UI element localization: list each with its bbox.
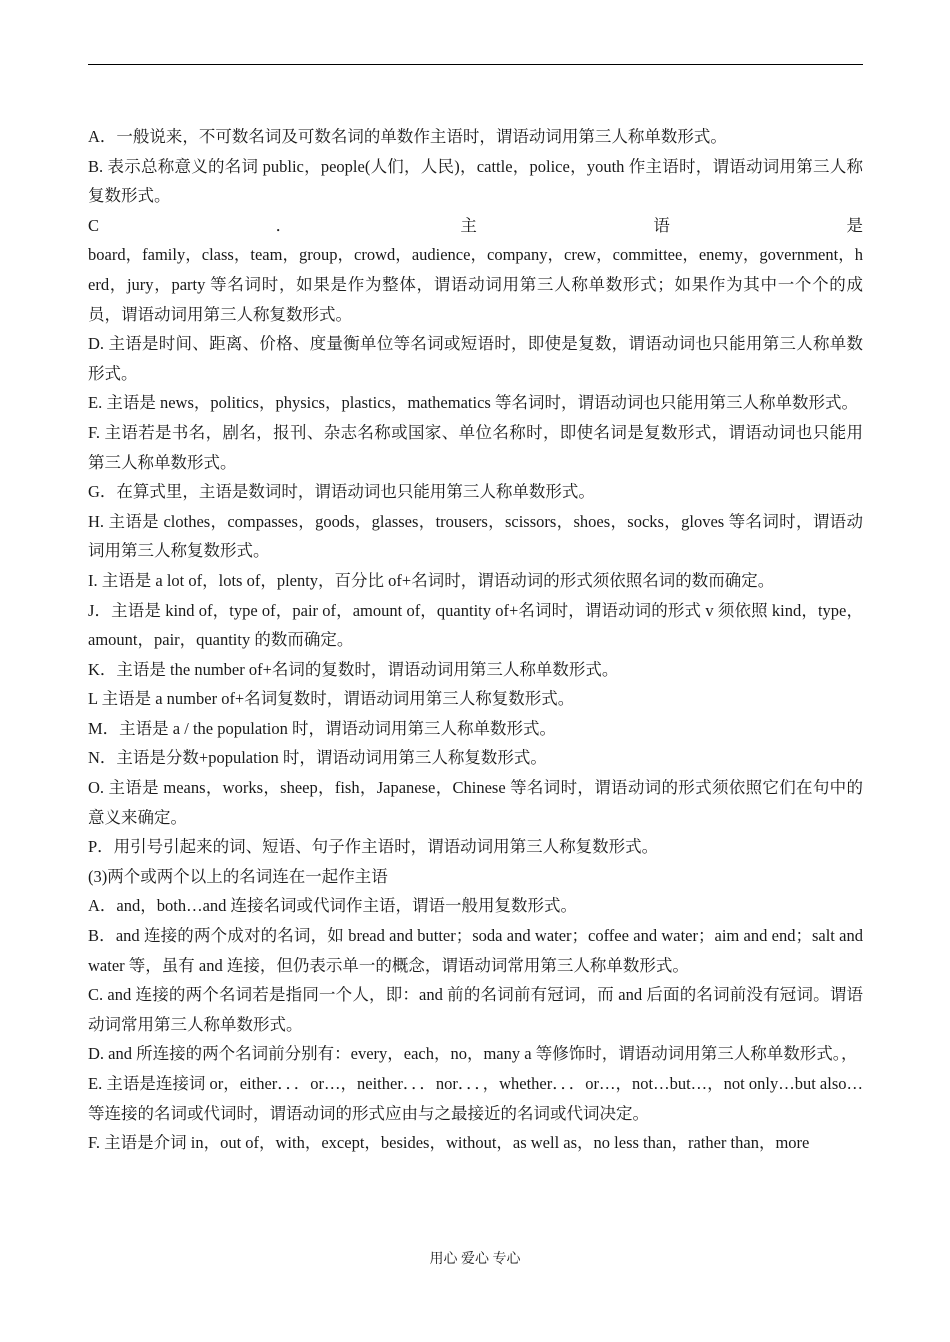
- paragraph-3e-or-either: E. 主语是连接词 or，either．．．or…，neither．．．nor．．．，whether．．．or…，not…but…，not only…but also…等连接的名词或代词时，谓语动词的形式应由与之最接近的名词或代词决定。: [88, 1074, 863, 1123]
- paragraph-c-body: board，family，class，team，group，crowd，audience，company，crew，committee，enemy，government，herd，jury，party 等名词时，如果是作为整体，谓语动词用第三人称单数形式；如果作为其中一个个的成员，谓语动词用第三人称复数形式。: [88, 245, 863, 324]
- paragraph-c-heading: C ． 主 语 是: [88, 215, 863, 235]
- paragraph-h-clothes: H. 主语是 clothes，compasses，goods，glasses，trousers，scissors，shoes，socks，gloves 等名词时，谓语动词用第三人称复数形式。: [88, 511, 863, 561]
- paragraph-3d-every-each: D. and 所连接的两个名词前分别有：every，each，no，many a 等修饰时，谓语动词用第三人称单数形式。，: [88, 1044, 858, 1064]
- paragraph-f-titles: F. 主语若是书名，剧名，报刊、杂志名称或国家、单位名称时，即使名词是复数形式，谓语动词也只能用第三人称单数形式。: [88, 422, 863, 472]
- paragraph-g-arithmetic: G．在算式里，主语是数词时，谓语动词也只能用第三人称单数形式。: [88, 482, 595, 502]
- header-rule: [88, 64, 863, 65]
- paragraph-j-kind-of: J．主语是 kind of，type of，pair of，amount of，quantity of+名词时，谓语动词的形式 v 须依照 kind，type，amount，pair，quantity 的数而确定。: [88, 600, 863, 650]
- section-heading-3: (3)两个或两个以上的名词连在一起作主语: [88, 866, 388, 886]
- paragraph-l-a-number: L 主语是 a number of+名词复数时，谓语动词用第三人称复数形式。: [88, 689, 575, 709]
- paragraph-m-population: M．主语是 a / the population 时，谓语动词用第三人称单数形式。: [88, 718, 556, 738]
- paragraph-a-general: A．一般说来，不可数名词及可数名词的单数作主语时，谓语动词用第三人称单数形式。: [88, 127, 727, 146]
- paragraph-3f-prepositions: F. 主语是介词 in，out of，with，except，besides，without，as well as，no less than，rather than，more: [88, 1133, 810, 1153]
- paragraph-3b-pairs: B．and 连接的两个成对的名词，如 bread and butter；soda and water；coffee and water；aim and end；salt and water 等，虽有 and 连接，但仍表示单一的概念，谓语动词常用第三人称单数形式。: [88, 926, 863, 975]
- document-body: [88, 122, 863, 1158]
- paragraph-e-news: E. 主语是 news，politics，physics，plastics，mathematics 等名词时，谓语动词也只能用第三人称单数形式。: [88, 393, 858, 413]
- paragraph-i-lot-of: I. 主语是 a lot of，lots of，plenty，百分比 of+名词时，谓语动词的形式须依照名词的数而确定。: [88, 570, 775, 590]
- paragraph-k-the-number: K．主语是 the number of+名词的复数时，谓语动词用第三人称单数形式。: [88, 659, 619, 679]
- paragraph-o-means: O. 主语是 means，works，sheep，fish，Japanese，Chinese 等名词时，谓语动词的形式须依照它们在句中的意义来确定。: [88, 778, 863, 827]
- paragraph-3c-same-person: C. and 连接的两个名词若是指同一个人，即：and 前的名词前有冠词，而 and 后面的名词前没有冠词。谓语动词常用第三人称单数形式。: [88, 985, 863, 1034]
- paragraph-d-measure: D. 主语是时间、距离、价格、度量衡单位等名词或短语时，即使是复数，谓语动词也只能用第三人称单数形式。: [88, 334, 863, 383]
- paragraph-b-collective: B. 表示总称意义的名词 public，people(人们，人民)，cattle，police，youth 作主语时，谓语动词用第三人称复数形式。: [88, 156, 863, 206]
- paragraph-p-quotes: P．用引号引起来的词、短语、句子作主语时，谓语动词用第三人称复数形式。: [88, 837, 659, 857]
- page-footer: 用心 爱心 专心: [429, 1252, 521, 1267]
- paragraph-3a-and: A．and，both…and 连接名词或代词作主语，谓语一般用复数形式。: [88, 896, 578, 916]
- paragraph-n-fraction: N．主语是分数+population 时，谓语动词用第三人称复数形式。: [88, 748, 547, 768]
